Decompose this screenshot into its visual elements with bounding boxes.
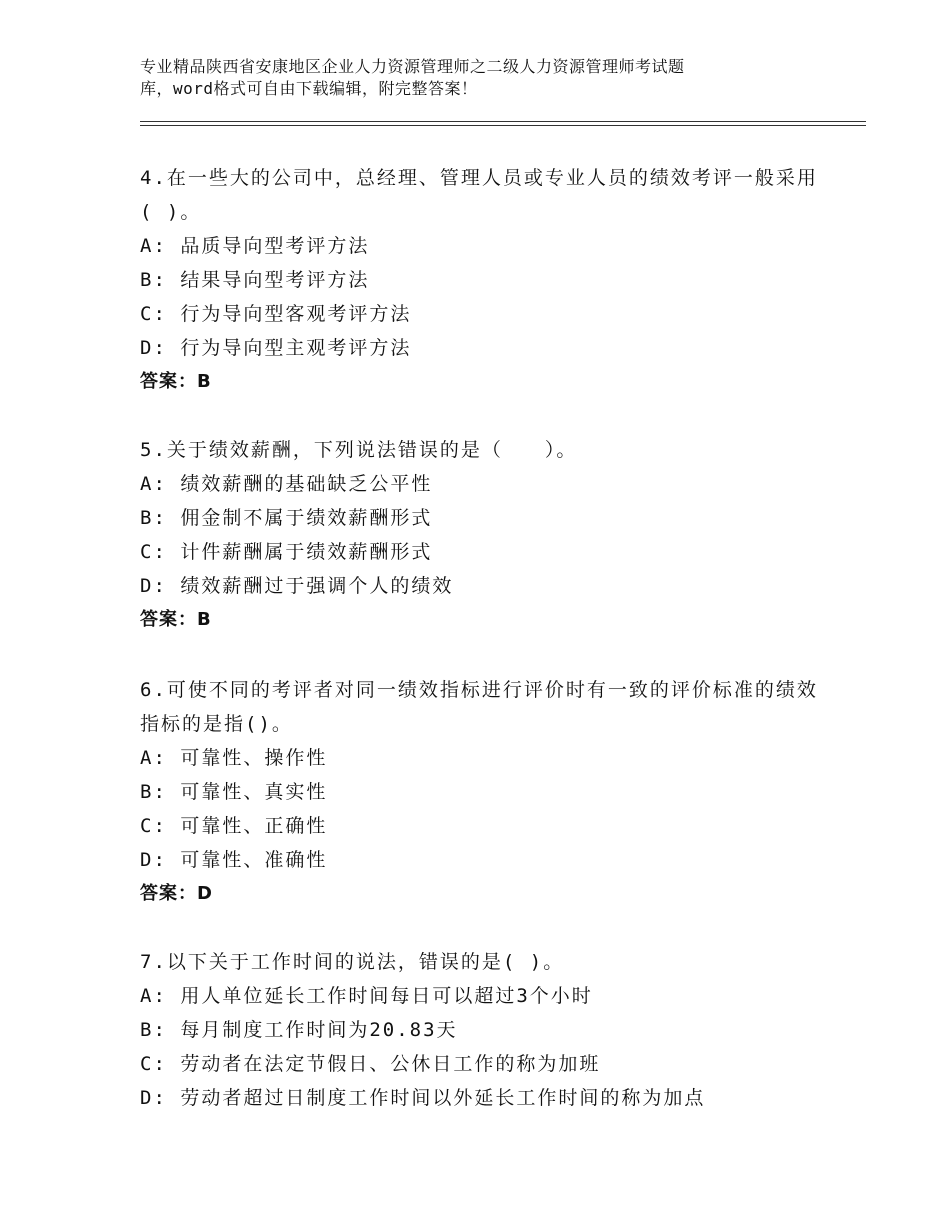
question-stem: 5.关于绩效薪酬，下列说法错误的是（ ）。 (140, 439, 578, 461)
option-a: A: 可靠性、操作性 (140, 747, 328, 769)
option-d: D: 行为导向型主观考评方法 (140, 337, 412, 359)
question-5 (140, 433, 820, 637)
option-d: D: 劳动者超过日制度工作时间以外延长工作时间的称为加点 (140, 1087, 706, 1109)
option-b: B: 结果导向型考评方法 (140, 269, 370, 291)
question-4 (140, 161, 820, 399)
option-c: C: 行为导向型客观考评方法 (140, 303, 412, 325)
answer: 答案：B (140, 609, 212, 630)
question-stem: 7.以下关于工作时间的说法，错误的是( )。 (140, 951, 565, 973)
answer: 答案：D (140, 883, 213, 904)
option-d: D: 绩效薪酬过于强调个人的绩效 (140, 575, 454, 597)
option-c: C: 劳动者在法定节假日、公休日工作的称为加班 (140, 1053, 601, 1075)
option-a: A: 绩效薪酬的基础缺乏公平性 (140, 473, 433, 495)
option-a: A: 品质导向型考评方法 (140, 235, 370, 257)
header-divider-top (140, 121, 866, 122)
header-line-1: 专业精品陕西省安康地区企业人力资源管理师之二级人力资源管理师考试题 (140, 57, 685, 76)
question-6 (140, 673, 820, 911)
option-d: D: 可靠性、准确性 (140, 849, 328, 871)
option-b: B: 可靠性、真实性 (140, 781, 328, 803)
option-c: C: 可靠性、正确性 (140, 815, 328, 837)
answer: 答案：B (140, 371, 212, 392)
document-header (140, 56, 780, 100)
option-a: A: 用人单位延长工作时间每日可以超过3个小时 (140, 985, 593, 1007)
option-b: B: 每月制度工作时间为20.83天 (140, 1019, 458, 1041)
header-line-2: 库，word格式可自由下载编辑，附完整答案！ (140, 79, 478, 98)
question-7 (140, 945, 820, 1115)
option-b: B: 佣金制不属于绩效薪酬形式 (140, 507, 433, 529)
question-stem: 4.在一些大的公司中，总经理、管理人员或专业人员的绩效考评一般采用( )。 (140, 167, 818, 223)
header-divider-bottom (140, 125, 866, 126)
question-stem: 6.可使不同的考评者对同一绩效指标进行评价时有一致的评价标准的绩效指标的是指()。 (140, 679, 818, 735)
option-c: C: 计件薪酬属于绩效薪酬形式 (140, 541, 433, 563)
